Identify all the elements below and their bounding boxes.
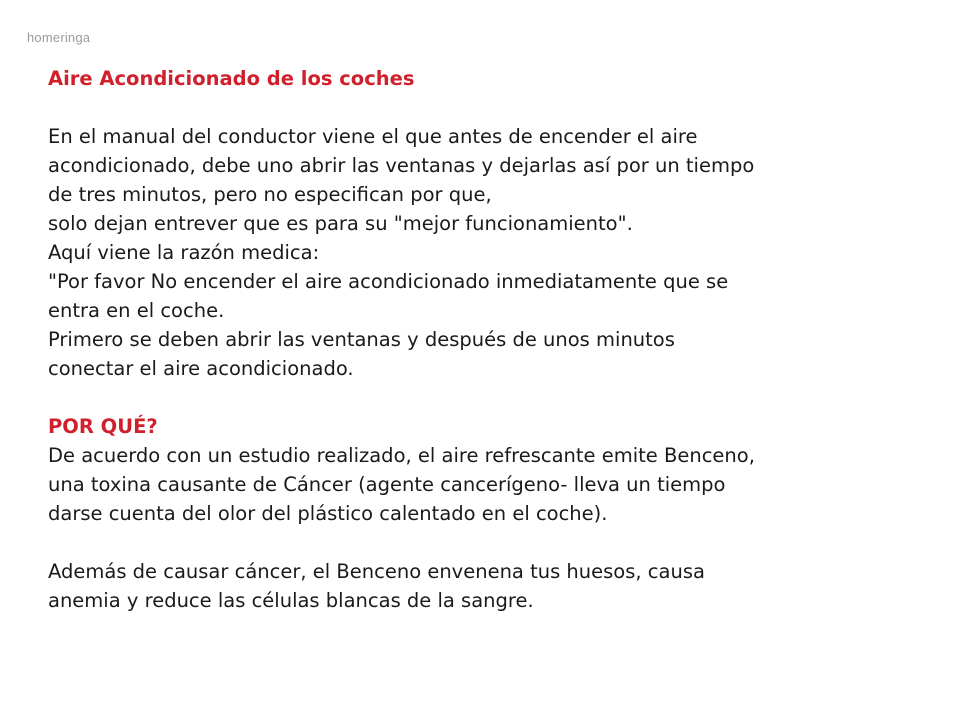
body-line: anemia y reduce las células blancas de la sangre.: [48, 589, 534, 612]
body-line: conectar el aire acondicionado.: [48, 357, 354, 380]
body-line: Además de causar cáncer, el Benceno envenena tus huesos, causa: [48, 560, 705, 583]
body-line: solo dejan entrever que es para su "mejor funcionamiento".: [48, 212, 633, 235]
body-line: "Por favor No encender el aire acondicionado inmediatamente que se: [48, 270, 729, 293]
section-heading: POR QUÉ?: [48, 415, 158, 438]
body-line: Primero se deben abrir las ventanas y después de unos minutos: [48, 328, 675, 351]
body-line: entra en el coche.: [48, 299, 225, 322]
body-line: En el manual del conductor viene el que antes de encender el aire: [48, 125, 698, 148]
slide-content: [48, 64, 928, 615]
slide-title: Aire Acondicionado de los coches: [48, 67, 415, 90]
body-line: una toxina causante de Cáncer (agente cancerígeno- lleva un tiempo: [48, 473, 726, 496]
body-line: darse cuenta del olor del plástico calentado en el coche).: [48, 502, 608, 525]
body-line: de tres minutos, pero no especifican por que,: [48, 183, 492, 206]
spacer: [48, 93, 928, 122]
body-line: Aquí viene la razón medica:: [48, 241, 320, 264]
spacer: [48, 383, 928, 412]
spacer: [48, 528, 928, 557]
body-line: acondicionado, debe uno abrir las ventanas y dejarlas así por un tiempo: [48, 154, 755, 177]
brand-label: homeringa: [27, 30, 91, 45]
body-line: De acuerdo con un estudio realizado, el aire refrescante emite Benceno,: [48, 444, 755, 467]
